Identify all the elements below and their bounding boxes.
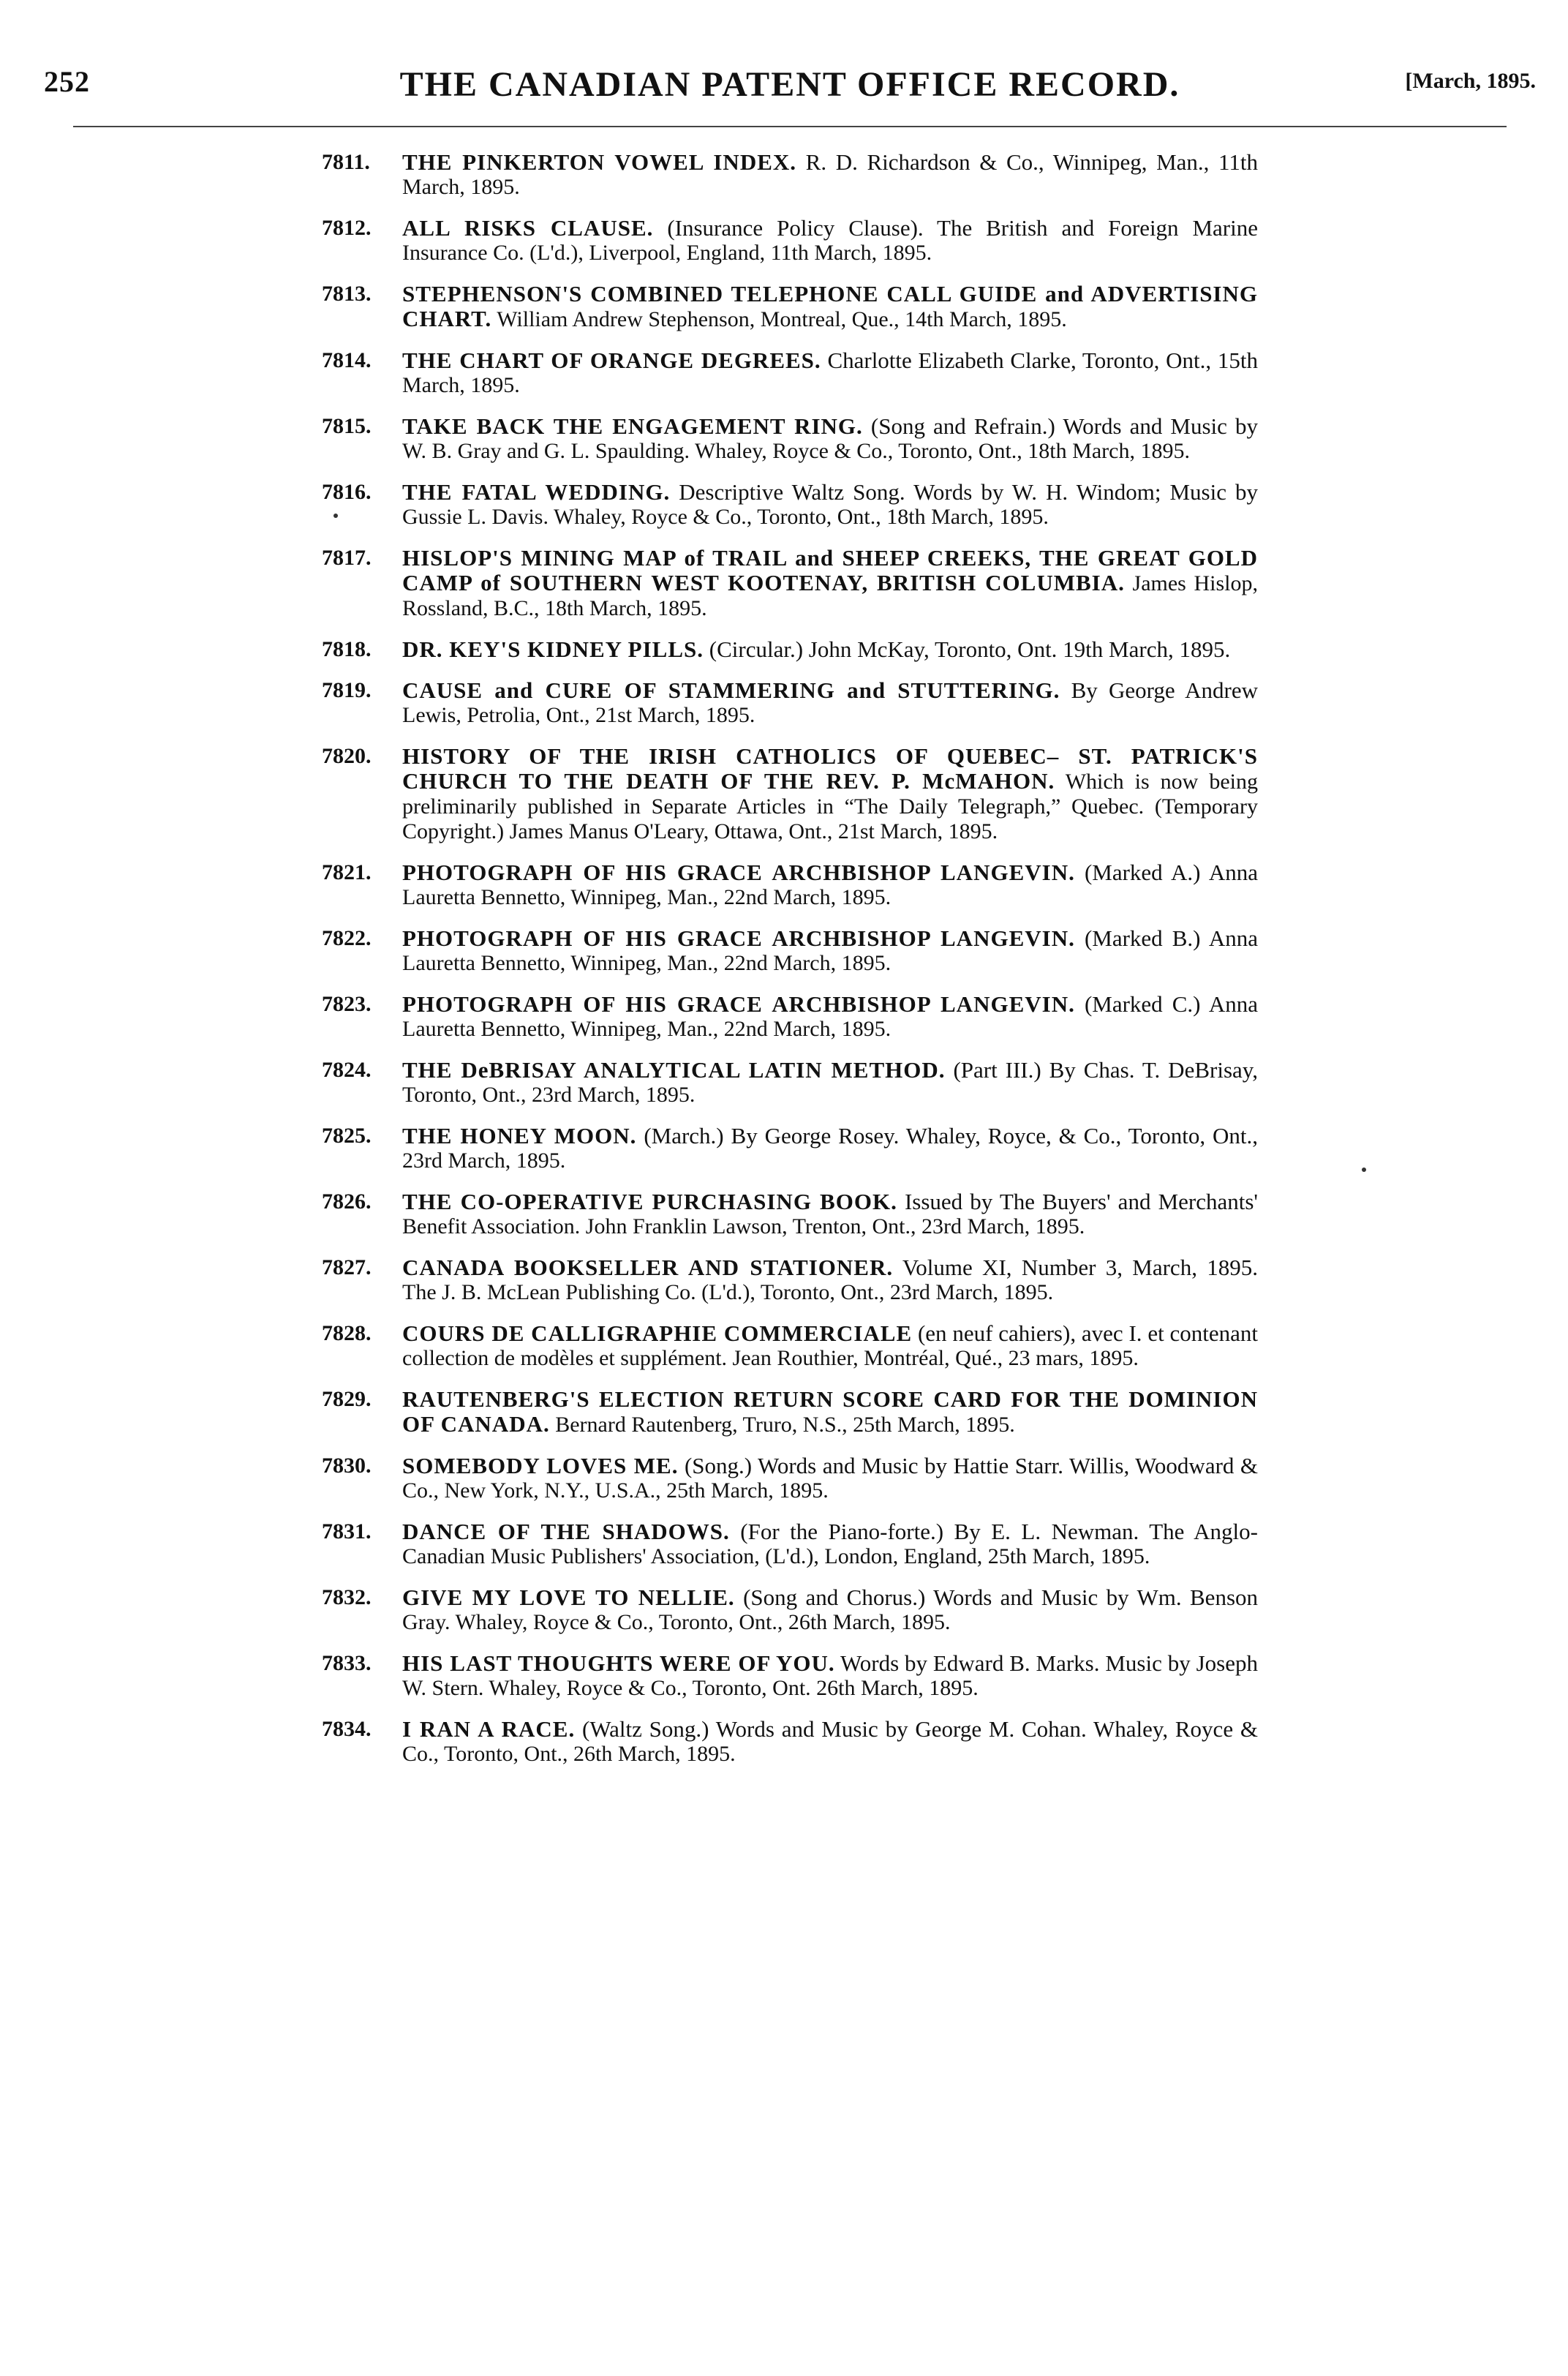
entry-text	[402, 1124, 1258, 1173]
list-item	[322, 216, 1258, 266]
entry-number: 7832.	[322, 1585, 372, 1609]
entry-detail: (March.) By George Rosey. Whaley, Royce, & Co., Toronto, Ont., 23rd March, 1895.	[402, 1123, 1258, 1173]
entry-title: CANADA BOOKSELLER AND STATIONER.	[402, 1255, 894, 1280]
entry-detail: (Insurance Policy Clause). The British and Foreign Marine Insurance Co. (L'd.), Liverpool, England, 11th March, 1895.	[402, 215, 1258, 265]
list-item	[322, 1124, 1258, 1173]
entry-title: DR. KEY'S KIDNEY PILLS.	[402, 636, 704, 662]
entry-detail: (Song.) Words and Music by Hattie Starr. Willis, Woodward & Co., New York, N.Y., U.S.A., 25th March, 1895.	[402, 1453, 1259, 1503]
entry-list	[322, 150, 1258, 1783]
entry-title: ALL RISKS CLAUSE.	[402, 215, 654, 241]
entry-number: 7825.	[322, 1124, 372, 1148]
entry-detail: Which is now being preliminarily published in Separate Articles in “The Daily Telegraph,” Quebec. (Temporary Copyright.) James Manus O'Leary, Ottawa, Ont., 21st March, 1895.	[402, 770, 1258, 843]
entry-title: HISLOP'S MINING MAP of TRAIL and SHEEP CREEKS, THE GREAT GOLD CAMP of SOUTHERN WEST KOOTENAY, BRITISH COLUMBIA.	[402, 545, 1258, 595]
print-speck	[1362, 1168, 1366, 1172]
entry-number: 7812.	[322, 216, 372, 240]
page-number: 252	[44, 65, 90, 98]
entry-title: THE CO-OPERATIVE PURCHASING BOOK.	[402, 1189, 897, 1214]
list-item	[322, 1454, 1258, 1503]
list-item	[322, 637, 1258, 662]
entry-detail: Issued by The Buyers' and Merchants' Benefit Association. John Franklin Lawson, Trenton, Ont., 23rd March, 1895.	[402, 1189, 1258, 1238]
list-item	[322, 150, 1258, 200]
entry-text	[402, 414, 1258, 464]
entry-detail: (Song and Chorus.) Words and Music by Wm. Benson Gray. Whaley, Royce & Co., Toronto, Ont., 26th March, 1895.	[402, 1584, 1259, 1634]
entry-text	[402, 926, 1258, 976]
entry-text	[402, 348, 1258, 398]
entry-title: THE DeBRISAY ANALYTICAL LATIN METHOD.	[402, 1057, 946, 1083]
list-item	[322, 546, 1258, 621]
entry-title: THE HONEY MOON.	[402, 1123, 637, 1148]
header-rule	[73, 126, 1507, 127]
entry-text	[402, 1454, 1258, 1503]
list-item	[322, 1717, 1258, 1767]
list-item	[322, 1058, 1258, 1108]
entry-title: THE PINKERTON VOWEL INDEX.	[402, 149, 797, 175]
entry-number: 7818.	[322, 637, 372, 661]
entry-number: 7823.	[322, 992, 372, 1016]
entry-detail: (Part III.) By Chas. T. DeBrisay, Toronto, Ont., 23rd March, 1895.	[402, 1057, 1258, 1107]
list-item	[322, 744, 1258, 844]
entry-text	[402, 1717, 1258, 1767]
list-item	[322, 1585, 1258, 1635]
entry-number: 7828.	[322, 1321, 372, 1345]
page-header	[44, 64, 1536, 116]
entry-detail: (Waltz Song.) Words and Music by George M. Cohan. Whaley, Royce & Co., Toronto, Ont., 26th March, 1895.	[402, 1716, 1259, 1766]
entry-number: 7827.	[322, 1255, 372, 1279]
entry-text	[402, 150, 1258, 200]
entry-number: 7826.	[322, 1189, 372, 1214]
running-title: THE CANADIAN PATENT OFFICE RECORD.	[399, 65, 1180, 104]
entry-title: PHOTOGRAPH OF HIS GRACE ARCHBISHOP LANGEVIN.	[402, 991, 1075, 1017]
entry-detail: James Hislop, Rossland, B.C., 18th March, 1895.	[402, 571, 1259, 620]
entry-detail: Volume XI, Number 3, March, 1895. The J. B. McLean Publishing Co. (L'd.), Toronto, Ont., 23rd March, 1895.	[402, 1255, 1259, 1304]
entry-text	[402, 1058, 1258, 1108]
entry-text	[402, 1321, 1258, 1371]
entry-number: 7813.	[322, 282, 372, 306]
entry-number: 7811.	[322, 150, 370, 174]
entry-title: HIS LAST THOUGHTS WERE OF YOU.	[402, 1650, 835, 1676]
print-speck	[333, 514, 338, 518]
entry-text	[402, 744, 1258, 844]
list-item	[322, 1255, 1258, 1305]
entry-detail: (Marked A.) Anna Lauretta Bennetto, Winnipeg, Man., 22nd March, 1895.	[402, 860, 1259, 909]
list-item	[322, 1519, 1258, 1569]
entry-text	[402, 992, 1258, 1042]
entry-title: GIVE MY LOVE TO NELLIE.	[402, 1584, 735, 1610]
entry-text	[402, 546, 1258, 621]
entry-text	[402, 1519, 1258, 1569]
entry-detail: (en neuf cahiers), avec I. et contenant collection de modèles et supplément. Jean Routhier, Montréal, Qué., 23 mars, 1895.	[402, 1320, 1259, 1370]
entry-detail: Bernard Rautenberg, Truro, N.S., 25th March, 1895.	[555, 1413, 1015, 1437]
list-item	[322, 414, 1258, 464]
entry-number: 7834.	[322, 1717, 372, 1741]
entry-text	[402, 637, 1258, 662]
entry-detail: (Marked B.) Anna Lauretta Bennetto, Winnipeg, Man., 22nd March, 1895.	[402, 925, 1259, 975]
entry-detail: (Circular.) John McKay, Toronto, Ont. 19th March, 1895.	[709, 636, 1231, 662]
list-item	[322, 860, 1258, 910]
entry-number: 7833.	[322, 1651, 372, 1675]
entry-number: 7821.	[322, 860, 372, 884]
list-item	[322, 1189, 1258, 1239]
entry-text	[402, 216, 1258, 266]
list-item	[322, 992, 1258, 1042]
entry-title: HISTORY OF THE IRISH CATHOLICS OF QUEBEC– ST. PATRICK'S CHURCH TO THE DEATH OF THE REV. P. McMAHON.	[402, 743, 1258, 794]
entry-title: CAUSE and CURE OF STAMMERING and STUTTERING.	[402, 677, 1060, 703]
entry-detail: (Song and Refrain.) Words and Music by W. B. Gray and G. L. Spaulding. Whaley, Royce & Co., Toronto, Ont., 18th March, 1895.	[402, 413, 1258, 463]
entry-detail: By George Andrew Lewis, Petrolia, Ont., 21st March, 1895.	[402, 677, 1259, 727]
entry-text	[402, 678, 1258, 728]
entry-number: 7824.	[322, 1058, 372, 1082]
entry-title: COURS DE CALLIGRAPHIE COMMERCIALE	[402, 1320, 913, 1346]
entry-detail: Words by Edward B. Marks. Music by Joseph W. Stern. Whaley, Royce & Co., Toronto, Ont. 26th March, 1895.	[402, 1650, 1258, 1700]
entry-title: DANCE OF THE SHADOWS.	[402, 1519, 730, 1544]
entry-title: PHOTOGRAPH OF HIS GRACE ARCHBISHOP LANGEVIN.	[402, 860, 1075, 885]
entry-text	[402, 1585, 1258, 1635]
list-item	[322, 282, 1258, 332]
entry-text	[402, 1255, 1258, 1305]
entry-title: I RAN A RACE.	[402, 1716, 576, 1742]
entry-number: 7819.	[322, 678, 372, 702]
entry-title: THE FATAL WEDDING.	[402, 479, 671, 505]
entry-text	[402, 282, 1258, 332]
entry-detail: Charlotte Elizabeth Clarke, Toronto, Ont., 15th March, 1895.	[402, 347, 1259, 397]
list-item	[322, 678, 1258, 728]
list-item	[322, 1321, 1258, 1371]
entry-number: 7822.	[322, 926, 372, 950]
entry-detail: Descriptive Waltz Song. Words by W. H. Windom; Music by Gussie L. Davis. Whaley, Royce & Co., Toronto, Ont., 18th March, 1895.	[402, 479, 1259, 529]
entry-detail: (Marked C.) Anna Lauretta Bennetto, Winnipeg, Man., 22nd March, 1895.	[402, 991, 1259, 1041]
entry-number: 7814.	[322, 348, 372, 372]
list-item	[322, 1387, 1258, 1437]
entry-title: STEPHENSON'S COMBINED TELEPHONE CALL GUIDE and ADVERTISING CHART.	[402, 281, 1258, 331]
entry-title: TAKE BACK THE ENGAGEMENT RING.	[402, 413, 863, 439]
list-item	[322, 480, 1258, 530]
entry-number: 7830.	[322, 1454, 372, 1478]
entry-number: 7820.	[322, 744, 372, 768]
entry-number: 7816.	[322, 480, 372, 504]
entry-detail: William Andrew Stephenson, Montreal, Que., 14th March, 1895.	[497, 307, 1067, 331]
entry-text	[402, 1651, 1258, 1701]
list-item	[322, 348, 1258, 398]
entry-number: 7829.	[322, 1387, 372, 1411]
list-item	[322, 926, 1258, 976]
entry-detail: (For the Piano-forte.) By E. L. Newman. The Anglo-Canadian Music Publishers' Association, (L'd.), London, England, 25th March, 1895.	[402, 1519, 1258, 1568]
entry-detail: R. D. Richardson & Co., Winnipeg, Man., 11th March, 1895.	[402, 149, 1259, 199]
list-item	[322, 1651, 1258, 1701]
header-date: [March, 1895.	[1405, 69, 1536, 93]
entry-text	[402, 1387, 1258, 1437]
entry-title: RAUTENBERG'S ELECTION RETURN SCORE CARD FOR THE DOMINION OF CANADA.	[402, 1386, 1258, 1437]
entry-number: 7815.	[322, 414, 372, 438]
entry-text	[402, 860, 1258, 910]
entry-number: 7831.	[322, 1519, 372, 1544]
entry-number: 7817.	[322, 546, 372, 570]
entry-text	[402, 480, 1258, 530]
entry-title: SOMEBODY LOVES ME.	[402, 1453, 679, 1478]
entry-text	[402, 1189, 1258, 1239]
entry-title: PHOTOGRAPH OF HIS GRACE ARCHBISHOP LANGEVIN.	[402, 925, 1075, 951]
entry-title: THE CHART OF ORANGE DEGREES.	[402, 347, 821, 373]
